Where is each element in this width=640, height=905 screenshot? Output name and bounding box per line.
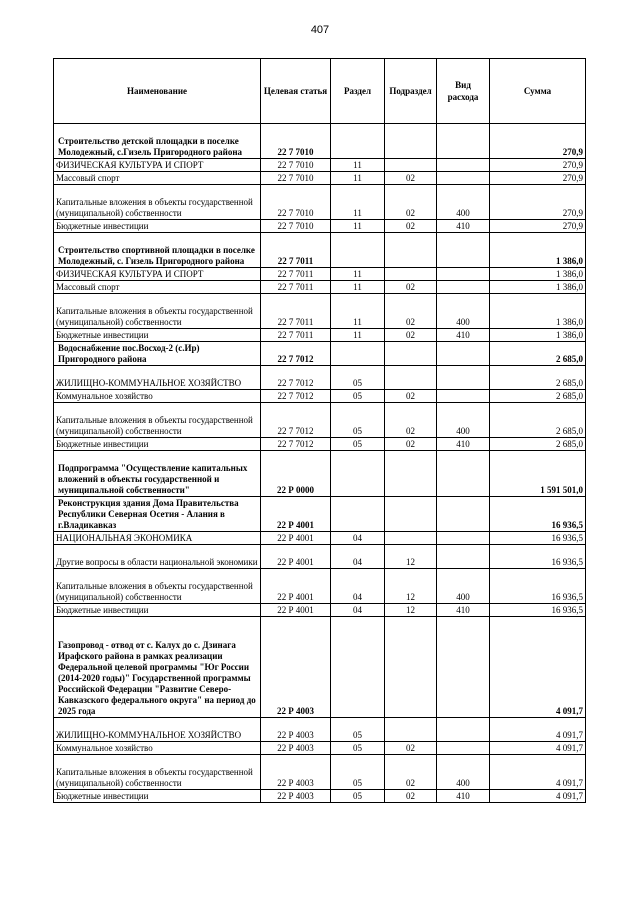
cell-subsection: 02 — [385, 403, 437, 438]
header-sum: Сумма — [490, 59, 586, 124]
cell-section — [331, 497, 385, 532]
cell-section: 11 — [331, 172, 385, 185]
cell-section: 04 — [331, 604, 385, 617]
cell-expense — [437, 742, 490, 755]
budget-table — [53, 58, 586, 803]
cell-section — [331, 124, 385, 159]
cell-name: Коммунальное хозяйство — [54, 390, 261, 403]
cell-expense: 410 — [437, 438, 490, 451]
cell-subsection — [385, 268, 437, 281]
cell-expense — [437, 497, 490, 532]
table-body — [54, 124, 586, 803]
cell-name: Капитальные вложения в объекты государственной (муниципальной) собственности — [54, 569, 261, 604]
table-row — [54, 545, 586, 569]
cell-subsection — [385, 451, 437, 497]
cell-sum: 1 386,0 — [490, 281, 586, 294]
cell-name: Капитальные вложения в объекты государственной (муниципальной) собственности — [54, 294, 261, 329]
cell-subsection: 02 — [385, 185, 437, 220]
cell-sum: 2 685,0 — [490, 438, 586, 451]
cell-sum: 1 591 501,0 — [490, 451, 586, 497]
cell-target: 22 Р 4003 — [261, 742, 331, 755]
cell-expense — [437, 233, 490, 268]
cell-name: Массовый спорт — [54, 281, 261, 294]
cell-target: 22 7 7011 — [261, 268, 331, 281]
cell-sum: 2 685,0 — [490, 366, 586, 390]
cell-sum: 16 936,5 — [490, 569, 586, 604]
cell-sum: 4 091,7 — [490, 617, 586, 718]
page-number: 407 — [310, 24, 330, 36]
table-row — [54, 755, 586, 790]
cell-target: 22 7 7010 — [261, 159, 331, 172]
cell-target: 22 7 7011 — [261, 233, 331, 268]
cell-subsection: 02 — [385, 790, 437, 803]
cell-target: 22 Р 4003 — [261, 790, 331, 803]
cell-expense: 400 — [437, 755, 490, 790]
cell-expense: 400 — [437, 185, 490, 220]
table-row — [54, 497, 586, 532]
header-target: Целевая статья — [261, 59, 331, 124]
cell-target: 22 Р 4001 — [261, 604, 331, 617]
cell-target: 22 7 7010 — [261, 185, 331, 220]
table-row — [54, 718, 586, 742]
cell-name: Капитальные вложения в объекты государственной (муниципальной) собственности — [54, 185, 261, 220]
cell-sum: 2 685,0 — [490, 390, 586, 403]
cell-subsection — [385, 718, 437, 742]
table-row — [54, 342, 586, 366]
cell-target: 22 Р 4001 — [261, 569, 331, 604]
table-row — [54, 233, 586, 268]
cell-subsection: 02 — [385, 329, 437, 342]
cell-expense — [437, 617, 490, 718]
cell-subsection: 02 — [385, 438, 437, 451]
cell-expense — [437, 545, 490, 569]
table-row — [54, 124, 586, 159]
cell-name: ФИЗИЧЕСКАЯ КУЛЬТУРА И СПОРТ — [54, 159, 261, 172]
cell-expense — [437, 159, 490, 172]
cell-expense — [437, 281, 490, 294]
cell-expense: 400 — [437, 294, 490, 329]
cell-target: 22 7 7011 — [261, 281, 331, 294]
table-row — [54, 390, 586, 403]
cell-sum: 270,9 — [490, 172, 586, 185]
cell-section: 05 — [331, 403, 385, 438]
cell-section: 11 — [331, 329, 385, 342]
cell-name: Бюджетные инвестиции — [54, 438, 261, 451]
table-row — [54, 451, 586, 497]
cell-name: Бюджетные инвестиции — [54, 604, 261, 617]
table-row — [54, 159, 586, 172]
cell-name: Капитальные вложения в объекты государственной (муниципальной) собственности — [54, 755, 261, 790]
cell-name: ЖИЛИЩНО-КОММУНАЛЬНОЕ ХОЗЯЙСТВО — [54, 718, 261, 742]
cell-sum: 270,9 — [490, 220, 586, 233]
cell-target: 22 Р 4003 — [261, 617, 331, 718]
cell-sum: 16 936,5 — [490, 497, 586, 532]
cell-target: 22 7 7011 — [261, 294, 331, 329]
cell-section — [331, 233, 385, 268]
cell-subsection: 02 — [385, 294, 437, 329]
cell-name: Водоснабжение пос.Восход-2 (с.Ир) Пригородного района — [54, 342, 261, 366]
cell-name: ФИЗИЧЕСКАЯ КУЛЬТУРА И СПОРТ — [54, 268, 261, 281]
cell-section: 05 — [331, 742, 385, 755]
cell-target: 22 7 7012 — [261, 390, 331, 403]
cell-target: 22 7 7010 — [261, 124, 331, 159]
cell-section: 11 — [331, 281, 385, 294]
cell-expense — [437, 268, 490, 281]
cell-section — [331, 617, 385, 718]
cell-sum: 4 091,7 — [490, 790, 586, 803]
cell-section: 11 — [331, 159, 385, 172]
cell-target: 22 Р 0000 — [261, 451, 331, 497]
cell-expense: 410 — [437, 604, 490, 617]
cell-section: 04 — [331, 532, 385, 545]
cell-name: Бюджетные инвестиции — [54, 790, 261, 803]
cell-expense: 400 — [437, 569, 490, 604]
table-row — [54, 220, 586, 233]
cell-section: 05 — [331, 366, 385, 390]
cell-name: Другие вопросы в области национальной экономики — [54, 545, 261, 569]
cell-section: 11 — [331, 294, 385, 329]
cell-section — [331, 451, 385, 497]
table-row — [54, 329, 586, 342]
cell-section: 11 — [331, 185, 385, 220]
cell-subsection — [385, 159, 437, 172]
table-row — [54, 569, 586, 604]
table-row — [54, 617, 586, 718]
cell-target: 22 7 7012 — [261, 438, 331, 451]
cell-expense — [437, 532, 490, 545]
cell-sum: 4 091,7 — [490, 742, 586, 755]
cell-name: Бюджетные инвестиции — [54, 220, 261, 233]
cell-section: 11 — [331, 268, 385, 281]
cell-sum: 16 936,5 — [490, 604, 586, 617]
cell-name: Бюджетные инвестиции — [54, 329, 261, 342]
cell-section: 05 — [331, 718, 385, 742]
cell-sum: 270,9 — [490, 185, 586, 220]
cell-target: 22 Р 4001 — [261, 532, 331, 545]
table-row — [54, 532, 586, 545]
cell-target: 22 Р 4003 — [261, 718, 331, 742]
cell-target: 22 7 7010 — [261, 220, 331, 233]
cell-section: 05 — [331, 755, 385, 790]
table-row — [54, 438, 586, 451]
table-row — [54, 366, 586, 390]
cell-subsection: 12 — [385, 569, 437, 604]
header-subsection: Подраздел — [385, 59, 437, 124]
cell-name: Подпрограмма "Осуществление капитальных вложений в объекты государственной и муниципальной собственности" — [54, 451, 261, 497]
table-row — [54, 172, 586, 185]
cell-name: Газопровод - отвод от с. Калух до с. Дзинага Ирафского района в рамках реализации Федеральной целевой программы "Юг России (2014-2020 годы)" Государственной программы Российской Федерации "Развитие Северо-Кавказского федерального округа" на период до 2025 года — [54, 617, 261, 718]
cell-subsection: 12 — [385, 604, 437, 617]
cell-subsection — [385, 617, 437, 718]
table-row — [54, 268, 586, 281]
table-row — [54, 281, 586, 294]
cell-subsection: 02 — [385, 742, 437, 755]
cell-subsection: 02 — [385, 755, 437, 790]
cell-section: 05 — [331, 390, 385, 403]
cell-subsection — [385, 366, 437, 390]
cell-name: Капитальные вложения в объекты государственной (муниципальной) собственности — [54, 403, 261, 438]
cell-expense — [437, 718, 490, 742]
cell-name: Реконструкция здания Дома Правительства Республики Северная Осетия - Алания в г.Владикавказ — [54, 497, 261, 532]
table-row — [54, 403, 586, 438]
cell-sum: 270,9 — [490, 124, 586, 159]
cell-sum: 1 386,0 — [490, 268, 586, 281]
cell-sum: 1 386,0 — [490, 294, 586, 329]
cell-target: 22 7 7011 — [261, 329, 331, 342]
cell-sum: 270,9 — [490, 159, 586, 172]
cell-section: 05 — [331, 438, 385, 451]
cell-expense — [437, 124, 490, 159]
header-expense-type: Вид расхода — [437, 59, 490, 124]
cell-name: НАЦИОНАЛЬНАЯ ЭКОНОМИКА — [54, 532, 261, 545]
cell-subsection: 02 — [385, 390, 437, 403]
cell-target: 22 7 7012 — [261, 342, 331, 366]
table-row — [54, 294, 586, 329]
cell-sum: 16 936,5 — [490, 532, 586, 545]
cell-expense: 410 — [437, 329, 490, 342]
cell-sum: 4 091,7 — [490, 718, 586, 742]
table-row — [54, 185, 586, 220]
header-name: Наименование — [54, 59, 261, 124]
cell-target: 22 Р 4001 — [261, 545, 331, 569]
cell-target: 22 Р 4001 — [261, 497, 331, 532]
cell-name: Массовый спорт — [54, 172, 261, 185]
cell-expense — [437, 366, 490, 390]
cell-expense: 410 — [437, 790, 490, 803]
cell-sum: 1 386,0 — [490, 329, 586, 342]
cell-name: Строительство спортивной площадки в поселке Молодежный, с. Гизель Пригородного района — [54, 233, 261, 268]
table-row — [54, 742, 586, 755]
cell-subsection — [385, 497, 437, 532]
cell-subsection: 02 — [385, 220, 437, 233]
cell-target: 22 7 7012 — [261, 366, 331, 390]
cell-sum: 16 936,5 — [490, 545, 586, 569]
cell-sum: 2 685,0 — [490, 342, 586, 366]
cell-sum: 1 386,0 — [490, 233, 586, 268]
cell-expense: 410 — [437, 220, 490, 233]
cell-subsection: 02 — [385, 172, 437, 185]
cell-target: 22 Р 4003 — [261, 755, 331, 790]
cell-sum: 4 091,7 — [490, 755, 586, 790]
cell-name: ЖИЛИЩНО-КОММУНАЛЬНОЕ ХОЗЯЙСТВО — [54, 366, 261, 390]
table-row — [54, 790, 586, 803]
cell-expense: 400 — [437, 403, 490, 438]
cell-expense — [437, 172, 490, 185]
cell-name: Строительство детской площадки в поселке Молодежный, с.Гизель Пригородного района — [54, 124, 261, 159]
cell-name: Коммунальное хозяйство — [54, 742, 261, 755]
cell-subsection: 12 — [385, 545, 437, 569]
cell-section: 05 — [331, 790, 385, 803]
header-section: Раздел — [331, 59, 385, 124]
cell-section — [331, 342, 385, 366]
cell-expense — [437, 342, 490, 366]
cell-target: 22 7 7010 — [261, 172, 331, 185]
cell-subsection — [385, 233, 437, 268]
cell-section: 04 — [331, 545, 385, 569]
cell-target: 22 7 7012 — [261, 403, 331, 438]
table-row — [54, 604, 586, 617]
cell-section: 11 — [331, 220, 385, 233]
cell-subsection — [385, 342, 437, 366]
cell-section: 04 — [331, 569, 385, 604]
cell-expense — [437, 390, 490, 403]
cell-subsection — [385, 124, 437, 159]
cell-subsection — [385, 532, 437, 545]
cell-subsection: 02 — [385, 281, 437, 294]
cell-sum: 2 685,0 — [490, 403, 586, 438]
cell-expense — [437, 451, 490, 497]
table-header-row — [54, 59, 586, 124]
